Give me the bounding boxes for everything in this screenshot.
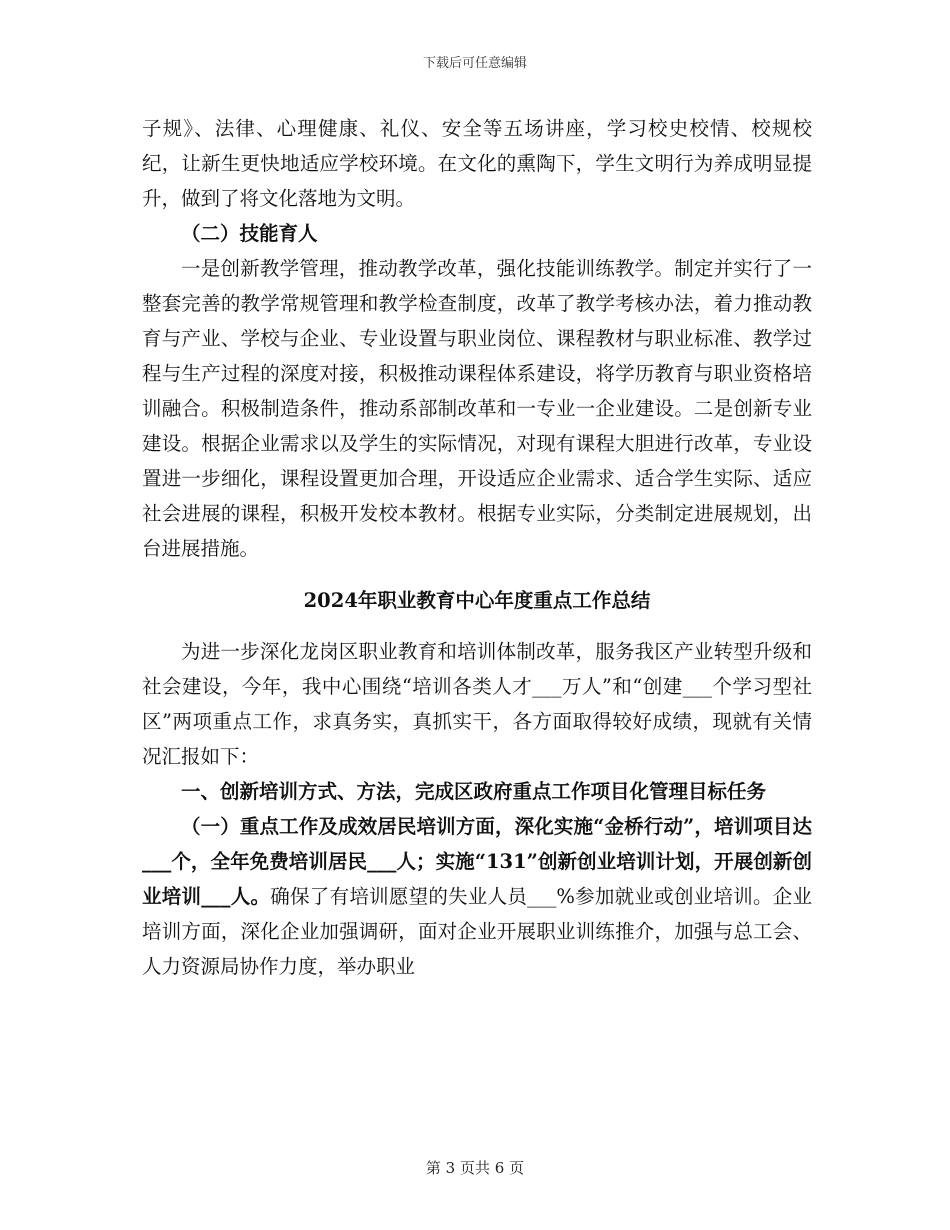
paragraph-4-bold: （一）重点工作及成效居民培训方面，深化实施“金桥行动”，培训项目达___个，全年免费培训居民___人；实施“131”创新创业培训计划，开展创新创业培训___人。	[142, 815, 812, 908]
document-title: 2024年职业教育中心年度重点工作总结	[303, 589, 651, 612]
paragraph-1: 子规》、法律、心理健康、礼仪、安全等五场讲座，学习校史校情、校规校纪，让新生更快地适应学校环境。在文化的熏陶下，学生文明行为养成明显提升，做到了将文化落地为文明。	[142, 117, 812, 210]
page-header: 下载后可任意编辑	[422, 56, 527, 71]
section-heading-1: 一、创新培训方式、方法，完成区政府重点工作项目化管理目标任务	[181, 780, 767, 803]
page-footer: 第 3 页共 6 页	[425, 1159, 525, 1177]
paragraph-3: 为进一步深化龙岗区职业教育和培训体制改革，服务我区产业转型升级和社会建设，今年，我中心围绕“培训各类人才___万人”和“创建___个学习型社区”两项重点工作，求真务实，真抓实干，各方面取得较好成绩，现就有关情况汇报如下：	[142, 640, 812, 768]
document-body	[142, 111, 812, 984]
paragraph-4-rest: 确保了有培训愿望的失业人员___%参加就业或创业培训。企业培训方面，深化企业加强调研，面对企业开展职业训练推介，加强与总工会、人力资源局协作力度，举办职业	[142, 885, 812, 978]
section-heading-skills: （二）技能育人	[181, 222, 318, 245]
paragraph-2: 一是创新教学管理，推动教学改革，强化技能训练教学。制定并实行了一整套完善的教学常规管理和教学检查制度，改革了教学考核办法，着力推动教育与产业、学校与企业、专业设置与职业岗位、课程教材与职业标准、教学过程与生产过程的深度对接，积极推动课程体系建设，将学历教育与职业资格培训融合。积极制造条件，推动系部制改革和一专业一企业建设。二是创新专业建设。根据企业需求以及学生的实际情况，对现有课程大胆进行改革，专业设置进一步细化，课程设置更加合理，开设适应企业需求、适合学生实际、适应社会进展的课程，积极开发校本教材。根据专业实际，分类制定进展规划，出台进展措施。	[142, 257, 812, 560]
paragraph-4	[142, 809, 812, 984]
